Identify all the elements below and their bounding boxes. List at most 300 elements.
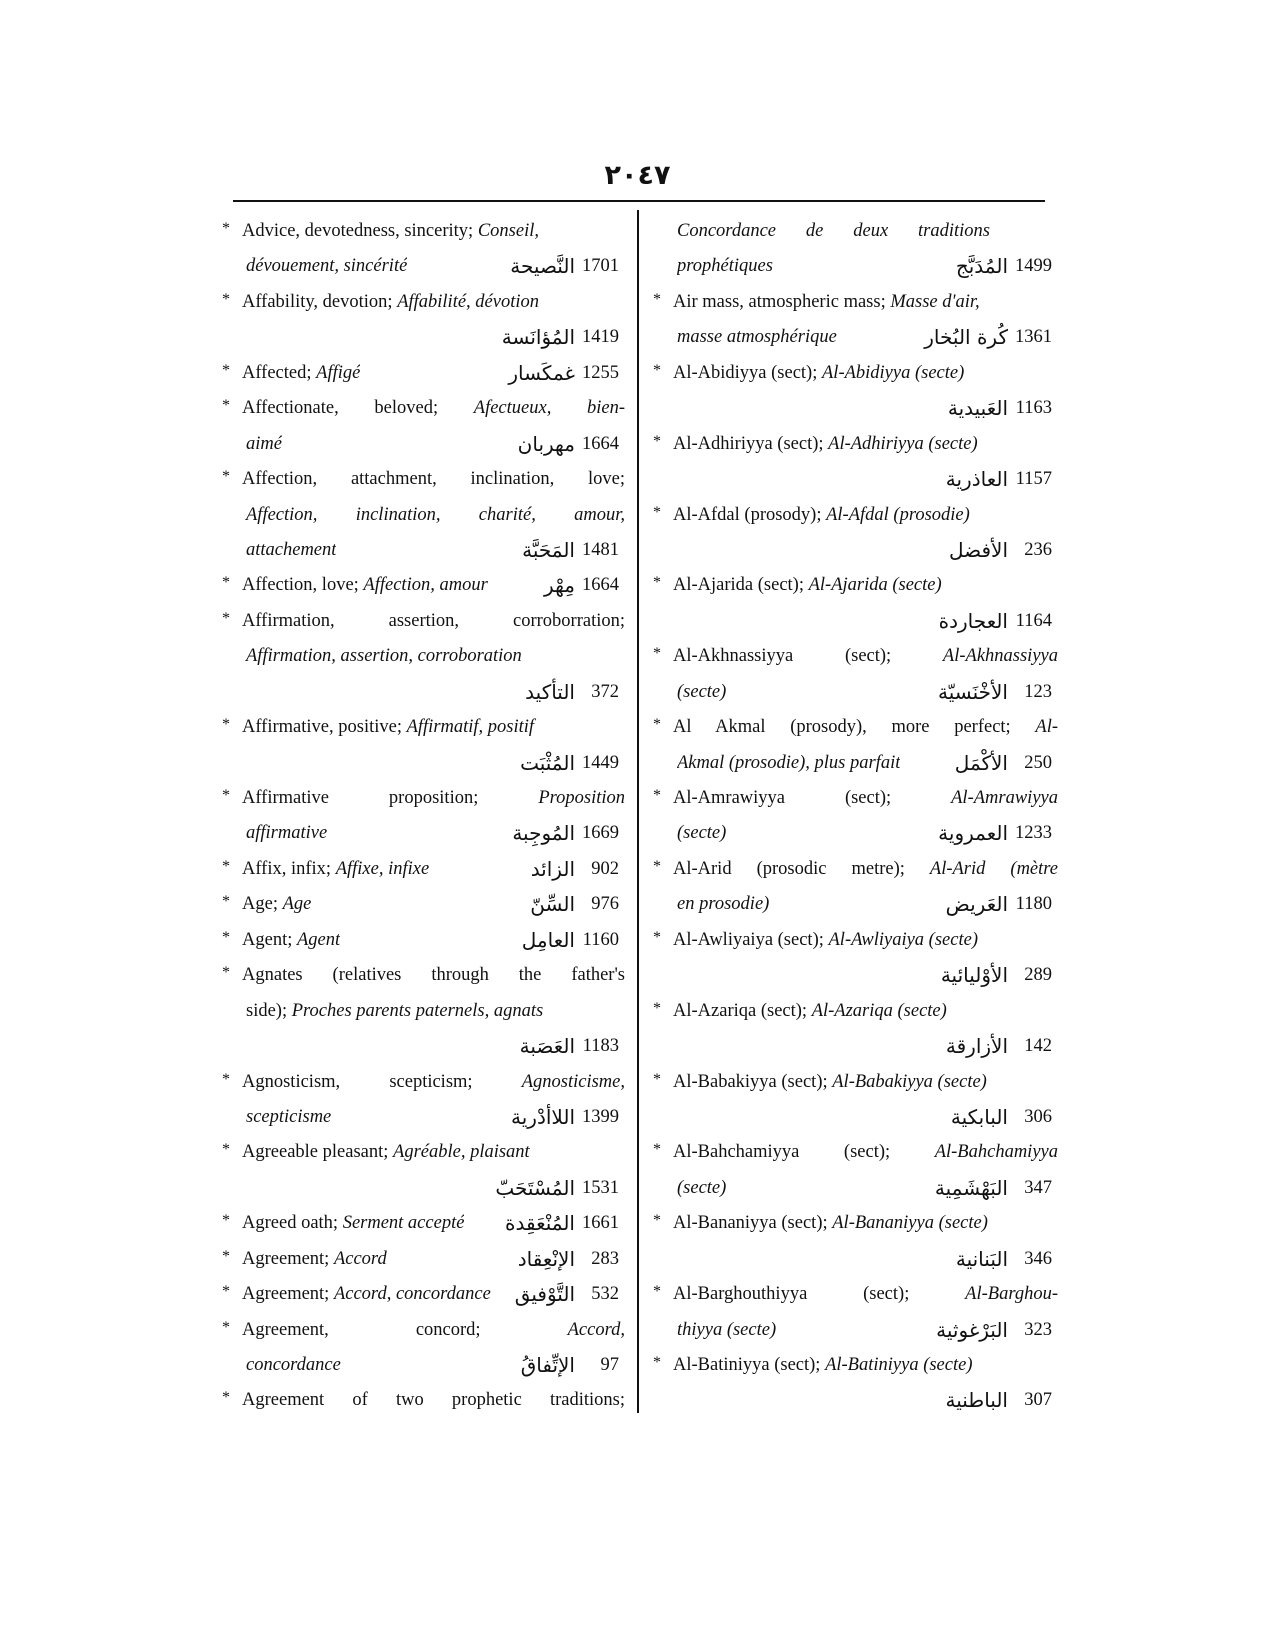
entry-line: [653, 462, 1060, 497]
entry-bullet: *: [222, 964, 230, 982]
entry-line: [653, 994, 1060, 1029]
entry-bullet: *: [222, 1283, 230, 1301]
entry-number: 1449: [582, 752, 619, 773]
arabic-term: كُرة البُخار: [924, 325, 1008, 350]
arabic-term: النَّصيحة: [510, 254, 575, 279]
arabic-term: البَهْشَمِية: [934, 1175, 1008, 1200]
entry-bullet: *: [222, 1070, 230, 1088]
english-term: Agreement;: [242, 1248, 334, 1269]
french-term: en prosodie): [677, 894, 770, 915]
entry-bullet: *: [222, 1212, 230, 1230]
english-term: Age;: [242, 894, 283, 915]
english-term: Al-Batiniyya (sect);: [673, 1355, 826, 1375]
column-divider: [637, 210, 639, 1413]
entry-line: [222, 1171, 627, 1206]
entry-number: 1669: [582, 823, 619, 844]
english-term: Agreement of two prophetic traditions;: [242, 1390, 625, 1411]
entry-text: [242, 214, 539, 249]
entry-text: [246, 639, 522, 674]
french-term: (secte): [677, 1177, 727, 1198]
english-term: Agnates (relatives through the father's: [242, 965, 625, 986]
arabic-term: الباطنية: [945, 1388, 1008, 1413]
french-term: (secte): [677, 823, 727, 844]
entry-line: [222, 1277, 627, 1312]
entry-line: [653, 1313, 1060, 1348]
arabic-term: الأوْليائية: [940, 963, 1008, 988]
entry-text: [673, 852, 1058, 887]
entry-line: [653, 1277, 1060, 1312]
english-term: Affectionate, beloved;: [242, 398, 474, 419]
french-term: concordance: [246, 1355, 341, 1375]
entry-bullet: *: [222, 220, 230, 237]
french-term: Accord, concordance: [333, 1284, 491, 1305]
entry-line: [222, 249, 627, 284]
entry-bullet: *: [653, 432, 661, 450]
entry-number: 1664: [582, 575, 619, 596]
entry-line: [653, 1135, 1060, 1170]
entry-text: [246, 994, 543, 1029]
english-term: Agent;: [242, 929, 297, 950]
english-term: Agreed oath;: [242, 1213, 343, 1234]
entry-line: [653, 958, 1060, 993]
entry-bullet: *: [222, 928, 230, 946]
french-term: prophétiques: [677, 256, 773, 277]
entry-number: 1531: [582, 1177, 619, 1198]
english-term: Affix, infix;: [242, 858, 336, 879]
french-term: Agent: [296, 929, 341, 950]
french-term: attachement: [246, 539, 337, 560]
entry-text: [673, 710, 1058, 745]
entry-number: 1233: [1015, 823, 1052, 844]
entry-number: 323: [1024, 1319, 1052, 1340]
english-term: Affection, attachment, inclination, love;: [242, 469, 625, 490]
entry-bullet: *: [653, 716, 661, 734]
english-term: Al-Babakiyya (sect);: [673, 1071, 833, 1092]
entry-line: [653, 1348, 1060, 1383]
entry-number: 1180: [1015, 894, 1052, 915]
entry-number: 1361: [1015, 327, 1052, 348]
arabic-term: العاذرية: [945, 467, 1008, 492]
french-term: Masse d'air,: [890, 291, 980, 312]
entry-bullet: *: [222, 397, 230, 415]
english-term: Al-Akhnassiyya (sect);: [673, 646, 943, 667]
entry-line: [222, 285, 627, 320]
entry-text: [246, 816, 327, 851]
english-term: side);: [246, 1000, 292, 1021]
french-term: Al-Bananiyya (secte): [832, 1213, 988, 1234]
entry-bullet: *: [222, 893, 230, 911]
french-term: (secte): [677, 681, 727, 702]
page-number: ٢٠٤٧: [604, 160, 671, 191]
french-term: Al-: [1035, 717, 1058, 738]
french-term: Serment accepté: [342, 1213, 465, 1234]
english-term: Agreement;: [242, 1284, 334, 1305]
french-term: thiyya (secte): [677, 1319, 777, 1340]
entry-bullet: *: [653, 787, 661, 804]
french-term: Al-Amrawiyya: [951, 788, 1058, 808]
entry-text: [242, 1206, 464, 1241]
entry-text: [677, 675, 726, 710]
entry-bullet: *: [222, 574, 230, 592]
arabic-term: الأخْنَسيّة: [938, 679, 1008, 704]
entry-number: 283: [591, 1248, 619, 1269]
entry-text: [673, 923, 978, 958]
entry-text: [673, 1065, 987, 1100]
french-term: Affection, amour: [363, 575, 488, 596]
entry-line: [222, 1206, 627, 1241]
french-term: Al-Batiniyya (secte): [825, 1355, 973, 1375]
french-term: Affigé: [316, 362, 361, 383]
entry-bullet: *: [222, 1389, 230, 1407]
entry-text: [673, 285, 980, 320]
entry-text: [673, 781, 1058, 816]
arabic-term: مهربان: [517, 431, 575, 456]
french-term: masse atmosphérique: [677, 327, 837, 348]
entry-line: [222, 710, 627, 745]
entry-bullet: *: [653, 574, 661, 592]
entry-line: [222, 816, 627, 851]
french-term: Affirmatif, positif: [406, 717, 535, 738]
arabic-term: البَرْغوثية: [936, 1317, 1008, 1342]
english-term: Affection, love;: [242, 575, 364, 596]
entry-number: 976: [591, 894, 619, 915]
entry-text: [242, 1313, 625, 1348]
entry-number: 1255: [582, 362, 619, 383]
entry-text: [677, 887, 769, 922]
english-term: Al-Bananiyya (sect);: [673, 1213, 833, 1234]
entry-line: [653, 710, 1060, 745]
entry-number: 532: [591, 1284, 619, 1305]
arabic-term: البَنانية: [955, 1246, 1008, 1271]
french-term: Proposition: [538, 788, 625, 808]
entry-line: [222, 887, 627, 922]
entry-line: [222, 1100, 627, 1135]
entry-line: [653, 214, 1060, 249]
arabic-term: مِهْر: [544, 573, 575, 598]
entry-bullet: *: [653, 1283, 661, 1301]
entry-text: [242, 781, 625, 816]
english-term: Agreeable pleasant;: [242, 1142, 394, 1163]
entry-text: [242, 1065, 625, 1100]
entry-bullet: *: [653, 857, 661, 875]
entry-number: 1499: [1015, 256, 1052, 277]
entry-line: [653, 852, 1060, 887]
entry-bullet: *: [222, 290, 230, 308]
english-term: Affability, devotion;: [242, 291, 398, 312]
entry-text: [677, 816, 726, 851]
entry-bullet: *: [222, 787, 230, 804]
entry-text: [242, 923, 340, 958]
entry-line: [653, 320, 1060, 355]
entry-text: [673, 427, 978, 462]
entry-bullet: *: [653, 1141, 661, 1159]
french-term: Al-Babakiyya (secte): [832, 1071, 987, 1092]
entry-text: [673, 1348, 973, 1383]
french-term: Al-Azariqa (secte): [811, 1000, 947, 1021]
english-term: Al-Amrawiyya (sect);: [673, 788, 952, 808]
entry-bullet: *: [653, 290, 661, 308]
entry-number: 1419: [582, 327, 619, 348]
entry-bullet: *: [653, 645, 661, 663]
english-term: Air mass, atmospheric mass;: [673, 291, 891, 312]
entry-text: [673, 356, 964, 391]
entry-number: 142: [1024, 1036, 1052, 1057]
english-term: Al-Awliyaiya (sect);: [673, 929, 829, 950]
entry-bullet: *: [653, 1212, 661, 1230]
entry-bullet: *: [222, 468, 230, 486]
entry-text: [242, 887, 311, 922]
entry-bullet: *: [222, 1247, 230, 1265]
entry-line: [222, 1242, 627, 1277]
english-term: Agreement, concord;: [242, 1319, 568, 1340]
english-term: Affirmation, assertion, corroborration;: [242, 610, 625, 631]
arabic-term: البابكية: [950, 1104, 1008, 1129]
arabic-term: الأفضل: [948, 537, 1008, 562]
entry-number: 123: [1024, 681, 1052, 702]
entry-line: [653, 604, 1060, 639]
entry-line: [653, 816, 1060, 851]
entry-line: [653, 427, 1060, 462]
entry-text: [242, 391, 625, 426]
entry-line: [653, 1100, 1060, 1135]
french-term: aimé: [246, 433, 282, 454]
entry-line: [653, 356, 1060, 391]
entry-line: [222, 356, 627, 391]
french-term: Affabilité, dévotion: [397, 291, 539, 312]
arabic-term: السِّنّ: [530, 892, 575, 917]
english-term: Al-Adhiriyya (sect);: [673, 433, 829, 454]
english-term: Affirmative, positive;: [242, 717, 407, 738]
entry-text: [242, 604, 625, 639]
entry-line: [222, 1065, 627, 1100]
entry-number: 1157: [1015, 469, 1052, 490]
french-term: dévouement, sincérité: [246, 256, 408, 277]
entry-bullet: *: [222, 609, 230, 627]
entry-number: 1164: [1015, 610, 1052, 631]
arabic-term: المُؤانَسة: [501, 325, 575, 350]
french-term: Conseil,: [477, 221, 539, 241]
french-term: Age: [282, 894, 312, 915]
arabic-term: الزائد: [530, 856, 575, 881]
french-term: Al-Adhiriyya (secte): [828, 433, 978, 454]
entry-bullet: *: [653, 928, 661, 946]
entry-text: [677, 1171, 726, 1206]
entry-number: 236: [1024, 539, 1052, 560]
entry-text: [673, 994, 947, 1029]
entry-text: [673, 1135, 1058, 1170]
entry-bullet: *: [222, 857, 230, 875]
arabic-term: الإتِّفاقُ: [520, 1353, 575, 1377]
entry-line: [222, 1029, 627, 1064]
entry-line: [653, 887, 1060, 922]
entry-line: [222, 604, 627, 639]
entry-bullet: *: [653, 999, 661, 1017]
entry-text: [246, 498, 625, 533]
english-term: Al Akmal (prosody), more perfect;: [673, 717, 1036, 738]
entry-number: 250: [1024, 752, 1052, 773]
entry-text: [673, 568, 942, 603]
french-term: Affection, inclination, charité, amour,: [246, 504, 625, 525]
entry-number: 346: [1024, 1248, 1052, 1269]
english-term: Affected;: [242, 362, 317, 383]
entry-text: [242, 1242, 387, 1277]
arabic-term: العجاردة: [938, 608, 1008, 633]
english-term: Al-Afdal (prosody);: [673, 504, 827, 525]
header-rule: [233, 200, 1045, 202]
entry-text: [673, 1206, 988, 1241]
french-term: Affixe, infixe: [335, 858, 430, 879]
entry-bullet: *: [653, 503, 661, 521]
right-column: [653, 214, 1060, 1419]
entry-text: [242, 1383, 625, 1418]
entry-number: 1183: [582, 1036, 619, 1057]
entry-line: [653, 781, 1060, 816]
entry-bullet: *: [222, 716, 230, 734]
entry-text: [677, 320, 837, 355]
entry-text: [242, 568, 488, 603]
entry-line: [222, 923, 627, 958]
french-term: scepticisme: [246, 1106, 332, 1127]
english-term: Affirmative proposition;: [242, 788, 539, 808]
entry-line: [653, 498, 1060, 533]
french-term: Agréable, plaisant: [393, 1142, 530, 1163]
entry-line: [222, 391, 627, 426]
entry-bullet: *: [653, 361, 661, 379]
entry-bullet: *: [222, 361, 230, 379]
french-term: Al-Barghou-: [965, 1284, 1058, 1305]
arabic-term: العَصَبة: [519, 1034, 575, 1059]
entry-line: [222, 462, 627, 497]
entry-text: [246, 249, 407, 284]
english-term: Al-Arid (prosodic metre);: [673, 858, 930, 879]
french-term: Agnosticisme,: [521, 1071, 625, 1092]
entry-line: [222, 1348, 627, 1383]
entry-line: [222, 498, 627, 533]
entry-text: [242, 1277, 491, 1312]
entry-text: [242, 285, 539, 320]
arabic-term: المُوجِبة: [512, 821, 575, 846]
french-term: Al-Bahchamiyya: [934, 1142, 1058, 1163]
english-term: Al-Barghouthiyya (sect);: [673, 1284, 966, 1305]
arabic-term: المُسْتَحَبّ: [495, 1175, 575, 1200]
french-term: Accord,: [567, 1319, 625, 1340]
french-term: Al-Arid (mètre: [929, 858, 1059, 879]
french-term: Accord: [333, 1248, 387, 1269]
entry-line: [653, 1206, 1060, 1241]
entry-line: [653, 746, 1060, 781]
entry-line: [222, 568, 627, 603]
arabic-term: الأزارقة: [945, 1034, 1008, 1059]
french-term: Al-Akhnassiyya: [942, 646, 1058, 667]
entry-line: [653, 391, 1060, 426]
entry-line: [653, 1242, 1060, 1277]
arabic-term: العَبيدية: [947, 396, 1008, 421]
entry-text: [246, 427, 282, 462]
entry-text: [673, 639, 1058, 674]
entry-bullet: *: [653, 1354, 661, 1371]
french-term: Al-Abidiyya (secte): [822, 362, 965, 383]
english-term: Advice, devotedness, sincerity;: [242, 221, 478, 241]
entry-text: [677, 1313, 776, 1348]
entry-line: [222, 958, 627, 993]
entry-text: [677, 214, 990, 249]
entry-text: [242, 852, 429, 887]
entry-text: [242, 356, 360, 391]
entry-line: [653, 923, 1060, 958]
entry-number: 306: [1024, 1106, 1052, 1127]
entry-line: [653, 675, 1060, 710]
entry-line: [222, 675, 627, 710]
entry-number: 1163: [1015, 398, 1052, 419]
french-term: Al-Afdal (prosodie): [826, 504, 970, 525]
french-term: affirmative: [246, 823, 328, 844]
entry-line: [653, 1383, 1060, 1418]
english-term: Al-Ajarida (sect);: [673, 575, 809, 596]
english-term: Al-Azariqa (sect);: [673, 1000, 812, 1021]
entry-line: [222, 427, 627, 462]
entry-text: [673, 498, 970, 533]
english-term: Agnosticism, scepticism;: [242, 1071, 522, 1092]
entry-line: [222, 852, 627, 887]
arabic-term: الإنْعِقاد: [517, 1246, 575, 1271]
entry-number: 307: [1024, 1390, 1052, 1411]
entry-line: [222, 746, 627, 781]
french-term: Afectueux, bien-: [473, 398, 625, 419]
entry-text: [677, 746, 900, 781]
entry-number: 1160: [582, 929, 619, 950]
arabic-term: العامِل: [521, 927, 575, 952]
entry-line: [222, 1135, 627, 1170]
entry-line: [222, 214, 627, 249]
entry-line: [653, 1029, 1060, 1064]
entry-number: 1701: [582, 256, 619, 277]
entry-line: [222, 1383, 627, 1418]
entry-line: [222, 533, 627, 568]
entry-text: [246, 1348, 341, 1383]
entry-line: [653, 639, 1060, 674]
entry-line: [222, 320, 627, 355]
entry-number: 347: [1024, 1177, 1052, 1198]
entry-bullet: *: [653, 1070, 661, 1088]
english-term: Al-Bahchamiyya (sect);: [673, 1142, 935, 1163]
french-term: Affirmation, assertion, corroboration: [246, 646, 522, 667]
arabic-term: المَحَبَّة: [522, 537, 575, 562]
entry-line: [653, 285, 1060, 320]
entry-bullet: *: [222, 1141, 230, 1159]
entry-number: 289: [1024, 965, 1052, 986]
entry-text: [673, 1277, 1058, 1312]
entry-line: [222, 994, 627, 1029]
entry-line: [222, 639, 627, 674]
arabic-term: العَريض: [945, 892, 1008, 917]
arabic-term: التَّوْفيق: [514, 1282, 575, 1307]
entry-text: [677, 249, 773, 284]
entry-text: [242, 710, 534, 745]
entry-line: [222, 1313, 627, 1348]
entry-number: 97: [600, 1355, 619, 1375]
entry-line: [653, 249, 1060, 284]
arabic-term: المُدَبَّج: [955, 254, 1008, 279]
entry-text: [242, 462, 625, 497]
arabic-term: التأكيد: [525, 679, 575, 704]
entry-number: 1399: [582, 1106, 619, 1127]
entry-line: [653, 568, 1060, 603]
entry-number: 902: [591, 858, 619, 879]
arabic-term: المُنْعَقِدة: [505, 1211, 575, 1236]
french-term: Al-Ajarida (secte): [808, 575, 942, 596]
entry-line: [222, 781, 627, 816]
entry-line: [653, 1171, 1060, 1206]
